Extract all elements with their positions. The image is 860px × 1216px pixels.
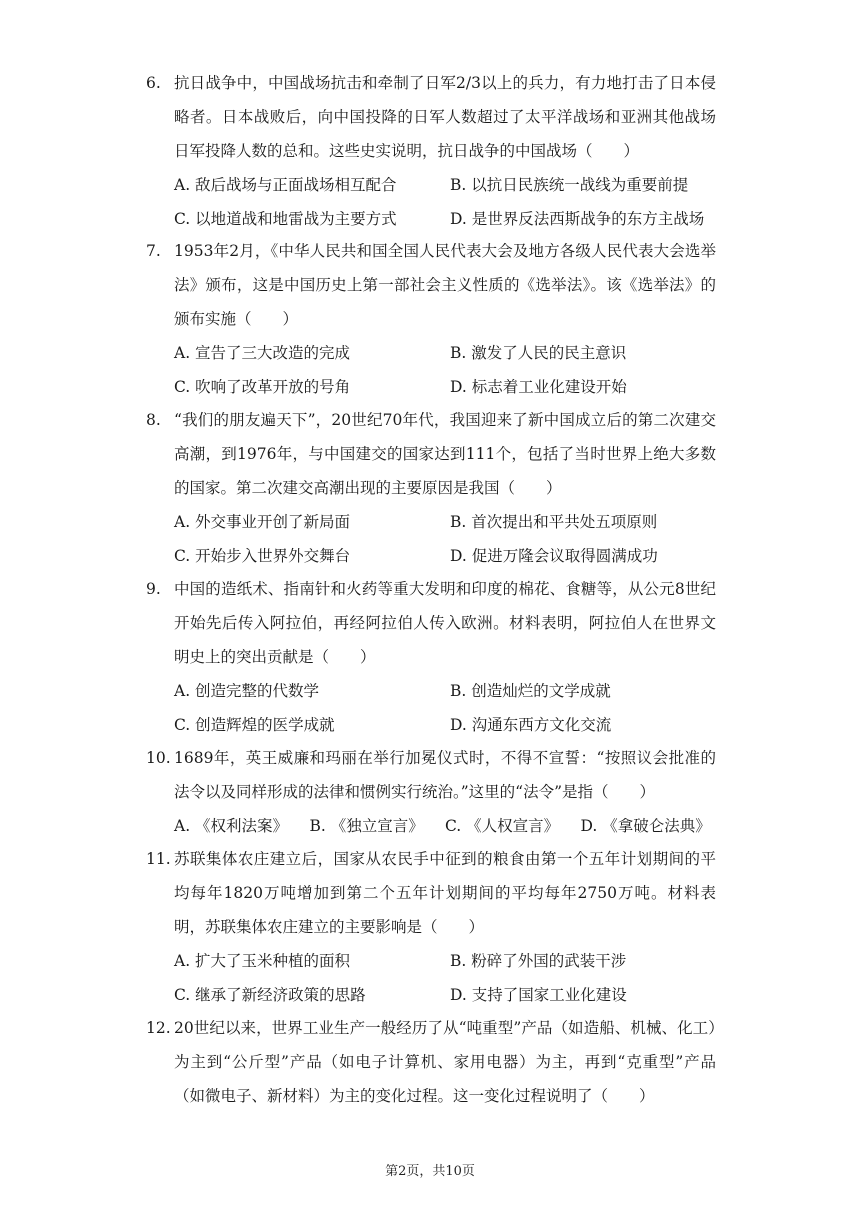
option-d: D. 促进万隆会议取得圆满成功 — [450, 547, 658, 565]
option-b: B. 首次提出和平共处五项原则 — [450, 513, 658, 531]
page-footer: 第2页，共10页 — [385, 1164, 475, 1179]
option-d: D. 是世界反法西斯战争的东方主战场 — [450, 210, 705, 228]
question-9 — [146, 572, 716, 742]
question-10 — [146, 741, 716, 843]
option-b: B. 以抗日民族统一战线为重要前提 — [450, 176, 689, 194]
question-stem: 1953年2月，《中华人民共和国全国人民代表大会及地方各级人民代表大会选举法》颁布，这是中国历史上第一部社会主义性质的《选举法》。该《选举法》的颁布实施（ ） — [174, 242, 716, 328]
question-number: 7. — [146, 242, 161, 260]
question-options — [174, 336, 716, 404]
option-b: B. 《独立宣言》 — [309, 817, 424, 835]
question-7 — [146, 234, 716, 404]
option-b: B. 粉碎了外国的武装干涉 — [450, 952, 627, 970]
question-stem: 1689年，英王威廉和玛丽在举行加冕仪式时，不得不宣誓：“按照议会批准的法令以及同样形成的法律和惯例实行统治。”这里的“法令”是指（ ） — [174, 749, 716, 801]
question-stem: 中国的造纸术、指南针和火药等重大发明和印度的棉花、食糖等，从公元8世纪开始先后传入阿拉伯，再经阿拉伯人传入欧洲。材料表明，阿拉伯人在世界文明史上的突出贡献是（ ） — [174, 580, 716, 666]
question-12 — [146, 1011, 716, 1113]
option-b: B. 激发了人民的民主意识 — [450, 344, 627, 362]
option-c: C. 《人权宣言》 — [445, 817, 560, 835]
option-c: C. 开始步入世界外交舞台 — [174, 547, 351, 565]
option-a: A. 《权利法案》 — [174, 817, 289, 835]
question-options — [174, 674, 716, 742]
question-11 — [146, 842, 716, 1012]
question-number: 9. — [146, 580, 161, 598]
option-c: C. 以地道战和地雷战为主要方式 — [174, 210, 397, 228]
question-number: 6. — [146, 74, 161, 92]
option-a: A. 创造完整的代数学 — [174, 682, 320, 700]
question-number: 8. — [146, 411, 161, 429]
question-options — [174, 505, 716, 573]
option-a: A. 宣告了三大改造的完成 — [174, 344, 351, 362]
question-stem: 20世纪以来，世界工业生产一般经历了从“吨重型”产品（如造船、机械、化工）为主到“公斤型”产品（如电子计算机、家用电器）为主，再到“克重型”产品（如微电子、新材料）为主的变化过程。这一变化过程说明了（ ） — [174, 1019, 716, 1105]
question-options — [174, 944, 716, 1012]
question-8 — [146, 403, 716, 573]
option-a: A. 敌后战场与正面战场相互配合 — [174, 176, 397, 194]
option-b: B. 创造灿烂的文学成就 — [450, 682, 611, 700]
question-stem: 苏联集体农庄建立后，国家从农民手中征到的粮食由第一个五年计划期间的平均每年1820万吨增加到第二个五年计划期间的平均每年2750万吨。材料表明，苏联集体农庄建立的主要影响是（ ） — [174, 850, 716, 936]
question-stem: 抗日战争中，中国战场抗击和牵制了日军2/3以上的兵力，有力地打击了日本侵略者。日本战败后，向中国投降的日军人数超过了太平洋战场和亚洲其他战场日军投降人数的总和。这些史实说明，抗日战争的中国战场（ ） — [174, 74, 716, 160]
option-d: D. 沟通东西方文化交流 — [450, 716, 612, 734]
option-a: A. 外交事业开创了新局面 — [174, 513, 351, 531]
question-options — [174, 809, 716, 843]
option-d: D. 标志着工业化建设开始 — [450, 378, 627, 396]
option-c: C. 吹响了改革开放的号角 — [174, 378, 351, 396]
option-c: C. 继承了新经济政策的思路 — [174, 986, 366, 1004]
option-d: D. 支持了国家工业化建设 — [450, 986, 627, 1004]
option-a: A. 扩大了玉米种植的面积 — [174, 952, 351, 970]
question-6 — [146, 66, 716, 236]
option-d: D. 《拿破仑法典》 — [580, 817, 711, 835]
question-number: 10. — [146, 749, 171, 767]
option-c: C. 创造辉煌的医学成就 — [174, 716, 335, 734]
question-number: 12. — [146, 1019, 171, 1037]
question-stem: “我们的朋友遍天下”，20世纪70年代，我国迎来了新中国成立后的第二次建交高潮，到1976年，与中国建交的国家达到111个，包括了当时世界上绝大多数的国家。第二次建交高潮出现的主要原因是我国（ ） — [174, 411, 716, 497]
question-number: 11. — [146, 850, 171, 868]
question-options — [174, 168, 716, 236]
